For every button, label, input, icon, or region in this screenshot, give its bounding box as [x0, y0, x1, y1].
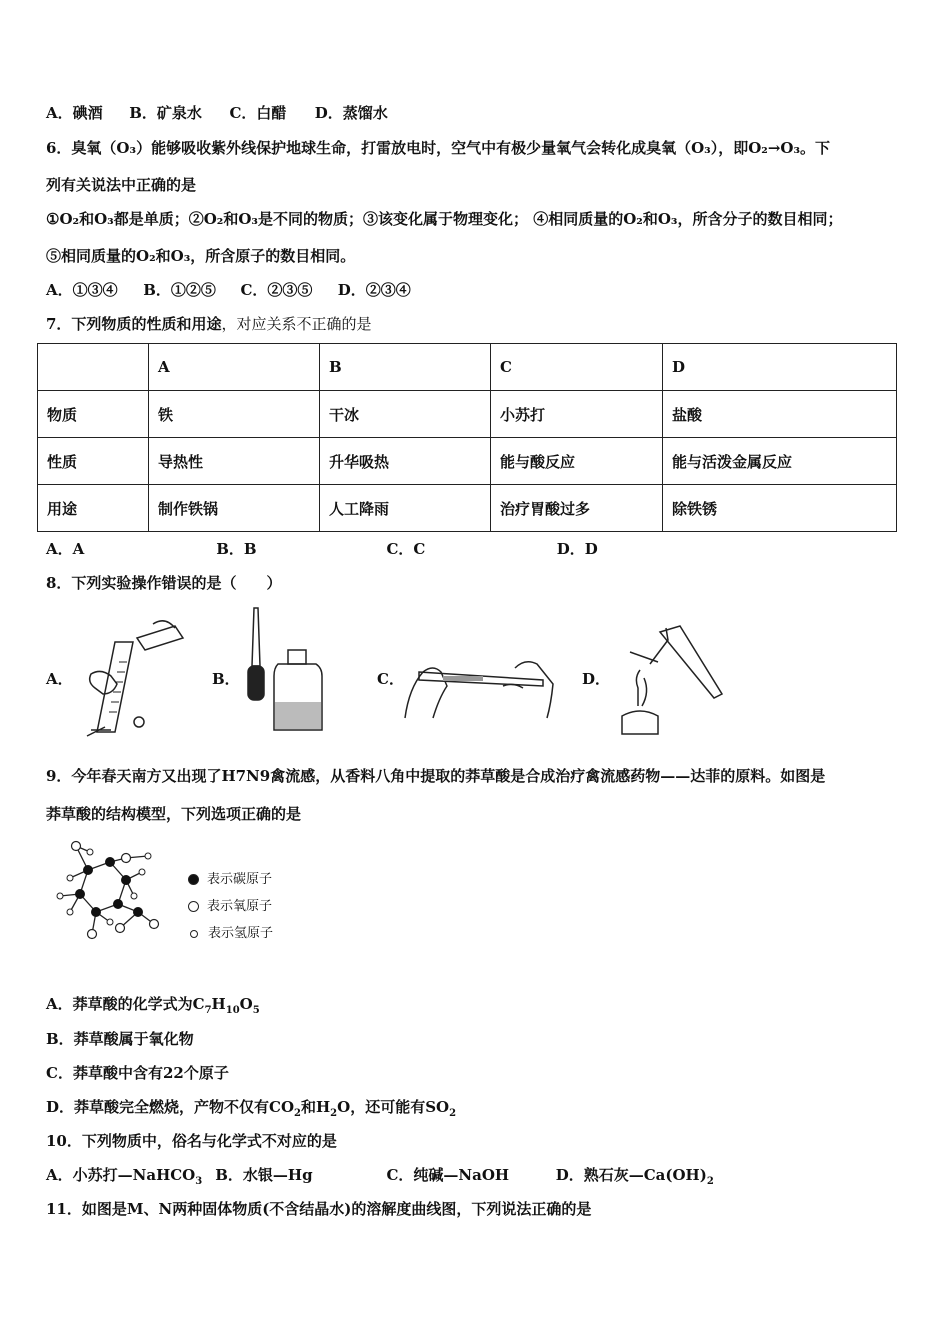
table-cell: 升华吸热	[320, 438, 491, 485]
q7-options	[46, 538, 598, 559]
table-cell: 小苏打	[491, 391, 663, 438]
q8-stem: 8．下列实验操作错误的是（ ）	[46, 574, 282, 592]
q6-statements-line1: ①O₂和O₃都是单质；②O₂和O₃是不同的物质；③该变化属于物理变化； ④相同质量的O₂和O₃，所含分子的数目相同；	[46, 210, 843, 228]
hydrogen-atom-icon	[190, 930, 198, 938]
q9-option-d-mid: 和H	[300, 1098, 331, 1116]
table-row	[38, 485, 897, 532]
q8-label-d: D．	[582, 670, 611, 688]
table-cell: D	[663, 344, 897, 391]
q7-option-a: A．A	[46, 540, 85, 558]
subscript: 3	[195, 1176, 203, 1187]
q9-option-d-text: D．莽草酸完全燃烧，产物不仅有CO	[46, 1098, 295, 1116]
q7-option-b: B．B	[216, 540, 257, 558]
q7-stem-rest: ，对应关系不正确的是	[221, 315, 372, 333]
q6-option-a: A．①③④	[46, 281, 118, 299]
q9-option-a	[46, 993, 260, 1016]
q10-option-d	[556, 1164, 714, 1187]
q9-option-c: C．莽草酸中含有22个原子	[46, 1064, 229, 1082]
oxygen-atom-icon	[188, 901, 199, 912]
subscript: 5	[252, 1005, 260, 1016]
table-cell: A	[149, 344, 320, 391]
q5-options	[46, 102, 388, 123]
q8-label-c: C．	[377, 670, 404, 688]
subscript: 10	[225, 1005, 240, 1016]
q5-option-c: C．白醋	[229, 104, 287, 122]
subscript: 2	[449, 1108, 457, 1119]
test-tube-shaking-figure	[403, 628, 558, 720]
q9-option-b: B．莽草酸属于氧化物	[46, 1030, 194, 1048]
q5-option-a: A．碘酒	[46, 104, 103, 122]
table-cell: 制作铁锅	[149, 485, 320, 532]
legend-hydrogen-label: 表示氢原子	[208, 926, 274, 941]
q11-stem: 11．如图是M、N两种固体物质(不含结晶水)的溶解度曲线图，下列说法正确的是	[46, 1200, 592, 1218]
carbon-atom-icon	[188, 874, 199, 885]
q6-options	[46, 279, 411, 300]
q5-option-d: D．蒸馏水	[314, 104, 388, 122]
shikimic-acid-molecule-model	[50, 838, 165, 948]
dropper-bottle-figure	[240, 606, 330, 736]
q7-stem	[46, 313, 371, 334]
table-row	[38, 438, 897, 485]
table-cell: 用途	[38, 485, 149, 532]
q9-stem-line2: 莽草酸的结构模型，下列选项正确的是	[46, 805, 302, 823]
table-row	[38, 391, 897, 438]
q8-label-b: B．	[212, 670, 240, 688]
legend-carbon-label: 表示碳原子	[207, 872, 273, 887]
table-cell: 除铁锈	[663, 485, 897, 532]
subscript: 2	[294, 1108, 301, 1119]
q10-options	[46, 1164, 714, 1187]
table-cell: 盐酸	[663, 391, 897, 438]
table-cell	[38, 344, 149, 391]
q10-stem: 10．下列物质中，俗名与化学式不对应的是	[46, 1132, 337, 1150]
q9-option-a-o: O	[239, 995, 253, 1013]
q9-option-a-h: H	[211, 995, 226, 1013]
table-cell: 铁	[149, 391, 320, 438]
q7-stem-bold: 7．下列物质的性质和用途	[46, 315, 222, 333]
q6-statements-line2: ⑤相同质量的O₂和O₃，所含原子的数目相同。	[46, 247, 356, 265]
q7-option-d: D．D	[556, 540, 598, 558]
table-cell: 导热性	[149, 438, 320, 485]
q6-stem-line2: 列有关说法中正确的是	[46, 176, 197, 194]
table-cell: 性质	[38, 438, 149, 485]
table-cell: 物质	[38, 391, 149, 438]
q9-option-d-end: O，还可能有SO	[337, 1098, 450, 1116]
q6-option-d: D．②③④	[337, 281, 411, 299]
q10-option-a-text: A．小苏打—NaHCO	[46, 1166, 196, 1184]
legend-carbon	[188, 868, 272, 887]
q10-option-d-text: D．熟石灰—Ca(OH)	[555, 1166, 707, 1184]
table-cell: 治疗胃酸过多	[491, 485, 663, 532]
q6-stem-line1: 6．臭氧（O₃）能够吸收紫外线保护地球生命，打雷放电时，空气中有极少量氧气会转化成臭氧（O₃），即O₂→O₃。下	[46, 139, 831, 157]
q9-option-a-text: A．莽草酸的化学式为C	[46, 995, 205, 1013]
table-cell: 干冰	[320, 391, 491, 438]
table-cell: B	[320, 344, 491, 391]
subscript: 2	[706, 1176, 714, 1187]
subscript: 2	[330, 1108, 338, 1119]
q9-option-d	[46, 1096, 456, 1119]
table-cell: 能与酸反应	[491, 438, 663, 485]
q10-option-a	[46, 1164, 210, 1187]
table-cell: 能与活泼金属反应	[663, 438, 897, 485]
table-row	[38, 344, 897, 391]
legend-oxygen-label: 表示氧原子	[207, 899, 273, 914]
legend-oxygen	[188, 895, 272, 914]
q10-option-b: B．水银—Hg	[215, 1166, 313, 1184]
q7-table	[37, 343, 897, 532]
q6-option-b: B．①②⑤	[143, 281, 216, 299]
q9-stem-line1: 9．今年春天南方又出现了H7N9禽流感，从香料八角中提取的莽草酸是合成治疗禽流感药物——达菲的原料。如图是	[46, 767, 826, 785]
q10-option-c: C．纯碱—NaOH	[386, 1166, 510, 1184]
table-cell: C	[491, 344, 663, 391]
table-cell: 人工降雨	[320, 485, 491, 532]
q8-label-a: A．	[46, 670, 73, 688]
q6-option-c: C．②③⑤	[240, 281, 313, 299]
legend-hydrogen	[188, 922, 273, 941]
q7-option-c: C．C	[386, 540, 426, 558]
graduated-cylinder-pouring-figure	[75, 612, 195, 738]
q5-option-b: B．矿泉水	[129, 104, 202, 122]
heating-test-tube-figure	[610, 622, 730, 742]
subscript: 7	[204, 1005, 212, 1016]
